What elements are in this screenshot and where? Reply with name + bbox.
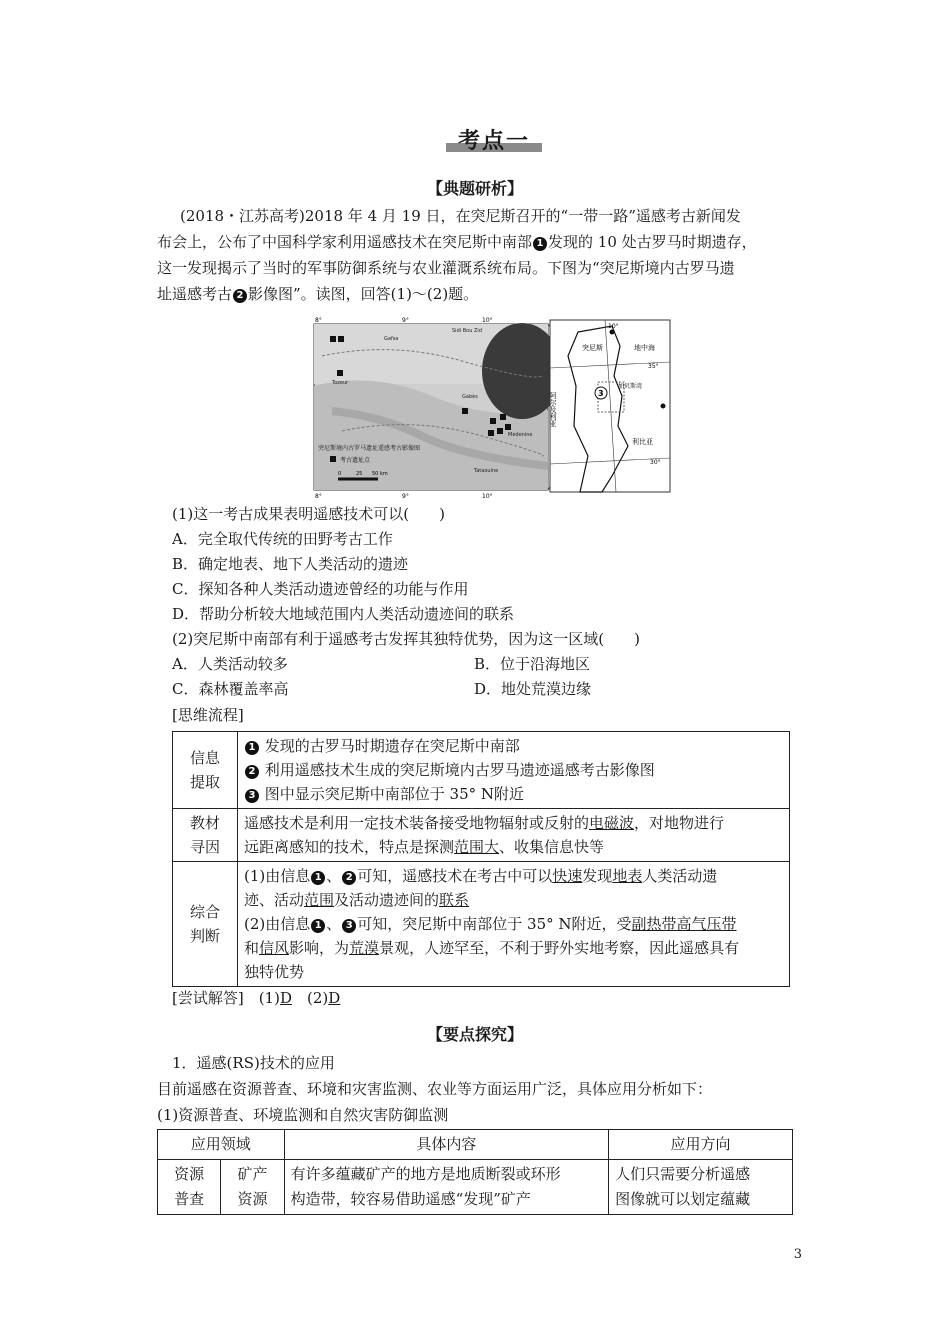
q2-option-c: C．森林覆盖率高 [172, 680, 289, 698]
cell-content: 有许多蕴藏矿产的地方是地质断裂或环形 构造带，较容易借助遥感“发现”矿产 [284, 1160, 609, 1215]
para-line-1: (2018・江苏高考)2018 年 4 月 19 日，在突尼斯召开的“一带一路”遥感考古新闻发 [180, 207, 741, 225]
place-medenine: Médenine [508, 432, 533, 438]
flow-label-textbook: 教材 寻因 [173, 809, 238, 862]
flow-row-info [173, 732, 790, 809]
app-table-header [158, 1130, 793, 1160]
lon-label-8-top: 8° [315, 317, 322, 324]
section-title [446, 126, 542, 152]
tunis-dot [610, 330, 615, 335]
flow-info-content: 1 发现的古罗马时期遗存在突尼斯中南部 2 利用遥感技术生成的突尼斯境内古罗马遗迹遥感考古影像图 3 图中显示突尼斯中南部位于 35° N附近 [238, 732, 790, 809]
q2-stem: (2)突尼斯中南部有利于遥感考古发挥其独特优势，因为这一区域( ) [172, 630, 640, 648]
thinking-flow-label: [思维流程] [172, 706, 244, 724]
flow-judgement-content: (1)由信息 1 、 2 可知，遥感技术在考古中可以快速发现地表人类活动遗 迹、活动范围及活动遗迹间的联系 (2)由信息 1 、 3 可知，突尼斯中南部位于 35° N附近，受副热带高气压带 和信风影响，为荒漠景观，人迹罕至，不利于野外实地考察，因此遥感具有 独特优势 [238, 862, 790, 987]
para-line-2: 布会上，公布了中国科学家利用遥感技术在突尼斯中南部 1 发现的 10 处古罗马时期遗存， [157, 233, 757, 251]
scale-0: 0 [338, 471, 342, 477]
scale-50: 50 km [372, 471, 388, 477]
typical-question-heading: 【典题研析】 [426, 179, 523, 198]
key-points-heading: 【要点探究】 [426, 1025, 523, 1044]
place-gabes: Gabès [462, 394, 478, 400]
mark-3-on-map-text: 3 [598, 389, 604, 398]
tripoli-dot [661, 404, 666, 409]
inset-algeria-label: 阿尔及利亚 [549, 392, 557, 427]
point-1-intro: 目前遥感在资源普查、环境和灾害监测、农业等方面运用广泛，具体应用分析如下： [157, 1080, 713, 1098]
point-1-title: 1．遥感(RS)技术的应用 [172, 1054, 335, 1072]
q2-option-b: B．位于沿海地区 [474, 655, 591, 673]
inset-lat30: 30° [650, 459, 661, 466]
point-1-subtitle: (1)资源普查、环境监测和自然灾害防御监测 [157, 1106, 449, 1124]
q1-option-b: B．确定地表、地下人类活动的遗迹 [172, 555, 409, 573]
flow-row-judgement [173, 862, 790, 987]
q2-option-a: A．人类活动较多 [172, 655, 288, 673]
app-table-row [158, 1160, 793, 1215]
cell-subcategory: 矿产 资源 [221, 1160, 284, 1215]
flow-label-info: 信息 提取 [173, 732, 238, 809]
q1-option-a: A．完全取代传统的田野考古工作 [172, 530, 393, 548]
lon-label-10-top: 10° [482, 317, 493, 324]
legend-site-label: 考古遗址点 [340, 457, 371, 464]
thinking-flow-table [172, 731, 790, 987]
q1-option-d: D．帮助分析较大地域范围内人类活动遗迹间的联系 [172, 605, 515, 623]
inset-lon-10: 10° [608, 323, 619, 330]
cell-direction: 人们只需要分析遥感 图像就可以划定蕴藏 [609, 1160, 793, 1215]
header-direction: 应用方向 [609, 1130, 793, 1160]
place-sidi-bou-zid: Sidi Bou Zid [452, 328, 482, 334]
lon-label-9-bottom: 9° [402, 493, 409, 500]
attempt-answer: [尝试解答] (1)D (2)D [172, 989, 341, 1007]
title-text: 考点一 [457, 129, 530, 154]
inset-lat35: 35° [648, 363, 659, 370]
para-line-3: 这一发现揭示了当时的军事防御系统与农业灌溉系统布局。下图为“突尼斯境内古罗马遗 [157, 259, 735, 277]
mark-1: 1 [533, 237, 547, 251]
flow-row-textbook [173, 809, 790, 862]
inset-libya-label: 利比亚 [632, 438, 653, 446]
cell-category: 资源 普查 [158, 1160, 221, 1215]
lon-label-8-bottom: 8° [315, 493, 322, 500]
place-gafsa: Gafsa [384, 336, 399, 342]
header-field: 应用领域 [158, 1130, 285, 1160]
flow-label-judgement: 综合 判断 [173, 862, 238, 987]
header-content: 具体内容 [284, 1130, 609, 1160]
lon-label-9-top: 9° [402, 317, 409, 324]
inset-sea-label: 地中海 [634, 344, 655, 352]
para-line-4: 址遥感考古 2 影像图”。读图，回答(1)～(2)题。 [157, 285, 479, 303]
inset-tunisia-label: 突尼斯 [582, 344, 603, 352]
mark-2: 2 [233, 289, 247, 303]
scale-25: 25 [356, 471, 363, 477]
flow-textbook-content: 遥感技术是利用一定技术装备接受地物辐射或反射的电磁波，对地物进行 远距离感知的技术，特点是探测范围大、收集信息快等 [238, 809, 790, 862]
q1-stem: (1)这一考古成果表明遥感技术可以( ) [172, 505, 445, 523]
legend-marker [330, 456, 336, 462]
map-legend-title: 突尼斯境内古罗马遗址遥感考古影像图 [318, 445, 421, 452]
place-tozeur: Tozeur [332, 380, 349, 386]
remote-sensing-map-figure [312, 316, 672, 500]
lon-label-10-bottom: 10° [482, 493, 493, 500]
application-table [157, 1129, 793, 1215]
q2-option-d: D．地处荒漠边缘 [474, 680, 592, 698]
place-tataouine: Tataouine [474, 468, 499, 474]
q1-option-c: C．探知各种人类活动遗迹曾经的功能与作用 [172, 580, 469, 598]
page-number: 3 [793, 1247, 802, 1262]
inset-gabes-label: 加贝斯湾 [618, 383, 643, 390]
